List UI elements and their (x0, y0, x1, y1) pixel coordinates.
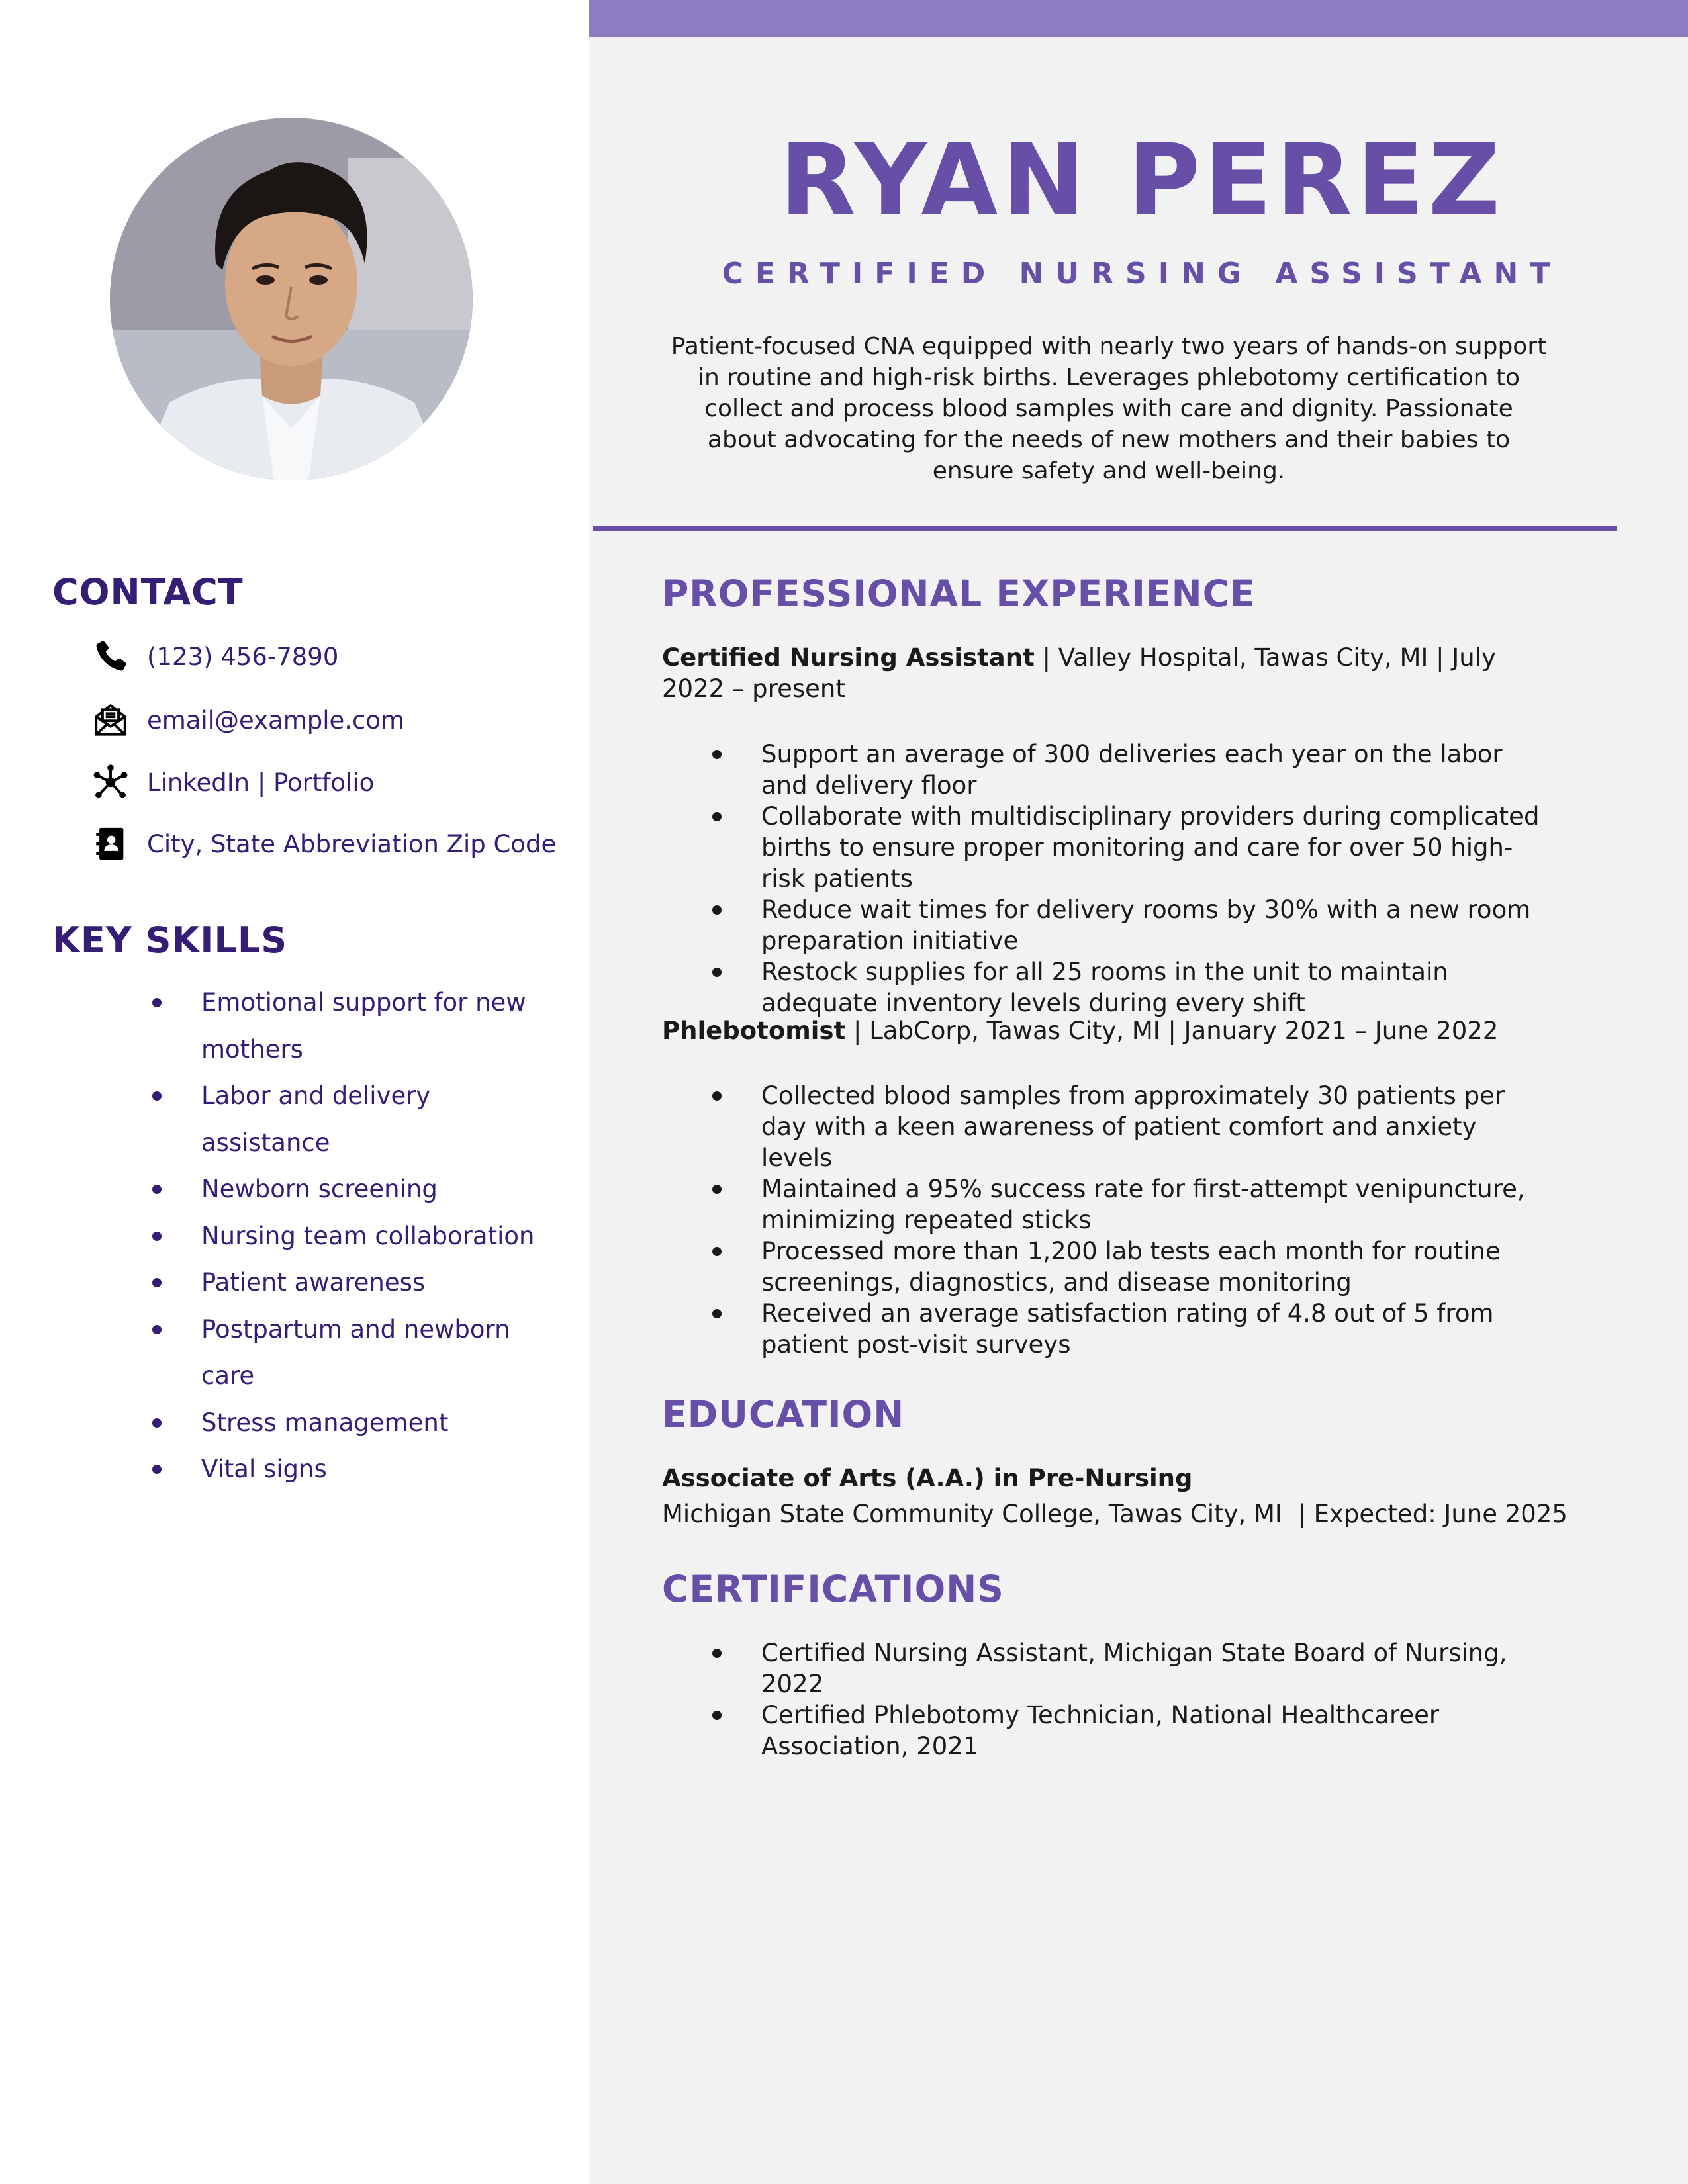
list-item: Certified Nursing Assistant, Michigan State Board of Nursing, 2022 (662, 1637, 1549, 1700)
bullet-dot (712, 1711, 722, 1720)
contact-phone[interactable] (90, 635, 338, 678)
list-item: Restock supplies for all 25 rooms in the unit to maintain adequate inventory levels during every shift (662, 956, 1549, 1019)
job-title: CERTIFIED NURSING ASSISTANT (722, 257, 1562, 291)
skill-item: Newborn screening (146, 1166, 543, 1213)
list-item: Maintained a 95% success rate for first-attempt venipuncture, minimizing repeated sticks (662, 1173, 1549, 1236)
phone-icon (90, 636, 131, 677)
job-header-phlebotomist (662, 1015, 1549, 1046)
skill-item: Patient awareness (146, 1259, 543, 1306)
network-icon (90, 762, 131, 803)
job-title-cna: Certified Nursing Assistant (662, 643, 1035, 672)
education-degree: Associate of Arts (A.A.) in Pre-Nursing (662, 1464, 1193, 1492)
phone-text: (123) 456-7890 (147, 642, 339, 671)
education-heading: EDUCATION (662, 1393, 905, 1435)
bullet-dot (152, 1465, 162, 1474)
bullet-dot (712, 968, 722, 977)
job-bullets-cna (662, 739, 1549, 1019)
bullet-dot (152, 1185, 162, 1194)
bullet-dot (712, 1247, 722, 1256)
bullet-dot (712, 812, 722, 821)
list-item: Collected blood samples from approximately 30 patients per day with a keen awareness of patient comfort and anxiety levels (662, 1080, 1549, 1173)
top-accent-bar (589, 0, 1688, 37)
profile-summary: Patient-focused CNA equipped with nearly two years of hands-on support in routine and high-risk births. Leverages phlebotomy certification to collect and process blood samples with care and dignity. Passionate about advocating for the needs of new mothers and their babies to ensure safety and well-being. (671, 333, 1547, 484)
job-details-cna: | Valley Hospital, Tawas City, MI | July 2022 – present (662, 643, 1496, 703)
experience-heading: PROFESSIONAL EXPERIENCE (662, 572, 1256, 615)
education-school: Michigan State Community College, Tawas City, MI | Expected: June 2025 (662, 1500, 1568, 1528)
job-details-phlebotomist: | LabCorp, Tawas City, MI | January 2021 – June 2022 (845, 1017, 1499, 1045)
candidate-name: RYAN PEREZ (779, 123, 1505, 238)
skills-list (146, 979, 543, 1493)
bullet-dot (712, 905, 722, 915)
list-item: Processed more than 1,200 lab tests each month for routine screenings, diagnostics, and disease monitoring (662, 1236, 1549, 1298)
contact-links[interactable] (90, 761, 374, 803)
certifications-list (662, 1637, 1549, 1762)
envelope-icon (90, 700, 131, 741)
bullet-dot (712, 1649, 722, 1658)
list-item: Collaborate with multidisciplinary providers during complicated births to ensure proper monitoring and care for over 50 high-risk patients (662, 801, 1549, 894)
certifications-heading: CERTIFICATIONS (662, 1568, 1004, 1610)
bullet-dot (712, 1309, 722, 1318)
contact-email[interactable] (90, 699, 404, 741)
contact-heading: CONTACT (52, 571, 244, 613)
profile-photo (110, 118, 473, 480)
skill-item: Nursing team collaboration (146, 1213, 543, 1260)
bullet-dot (152, 1278, 162, 1287)
list-item: Certified Phlebotomy Technician, National Healthcareer Association, 2021 (662, 1700, 1549, 1762)
address-book-icon (90, 823, 131, 864)
bullet-dot (712, 1185, 722, 1194)
skill-item: Postpartum and newborn care (146, 1306, 543, 1400)
list-item: Received an average satisfaction rating of 4.8 out of 5 from patient post-visit surveys (662, 1298, 1549, 1360)
email-text: email@example.com (147, 705, 405, 735)
bullet-dot (152, 998, 162, 1007)
bullet-dot (712, 1091, 722, 1101)
address-text: City, State Abbreviation Zip Code (147, 829, 557, 858)
bullet-dot (712, 750, 722, 759)
job-header-cna (662, 642, 1549, 704)
list-item: Reduce wait times for delivery rooms by 30% with a new room preparation initiative (662, 894, 1549, 956)
skill-item: Vital signs (146, 1446, 543, 1493)
contact-address[interactable] (90, 823, 556, 865)
bullet-dot (152, 1418, 162, 1428)
skill-item: Stress management (146, 1400, 543, 1447)
skills-heading: KEY SKILLS (52, 919, 288, 961)
job-bullets-phlebotomist (662, 1080, 1549, 1360)
links-text: LinkedIn | Portfolio (147, 768, 375, 797)
skill-item: Emotional support for new mothers (146, 979, 543, 1073)
bullet-dot (152, 1232, 162, 1241)
header-divider (593, 526, 1617, 531)
job-title-phlebotomist: Phlebotomist (662, 1017, 846, 1045)
skill-item: Labor and delivery assistance (146, 1073, 543, 1166)
list-item: Support an average of 300 deliveries each year on the labor and delivery floor (662, 739, 1549, 801)
bullet-dot (152, 1325, 162, 1334)
bullet-dot (152, 1091, 162, 1101)
